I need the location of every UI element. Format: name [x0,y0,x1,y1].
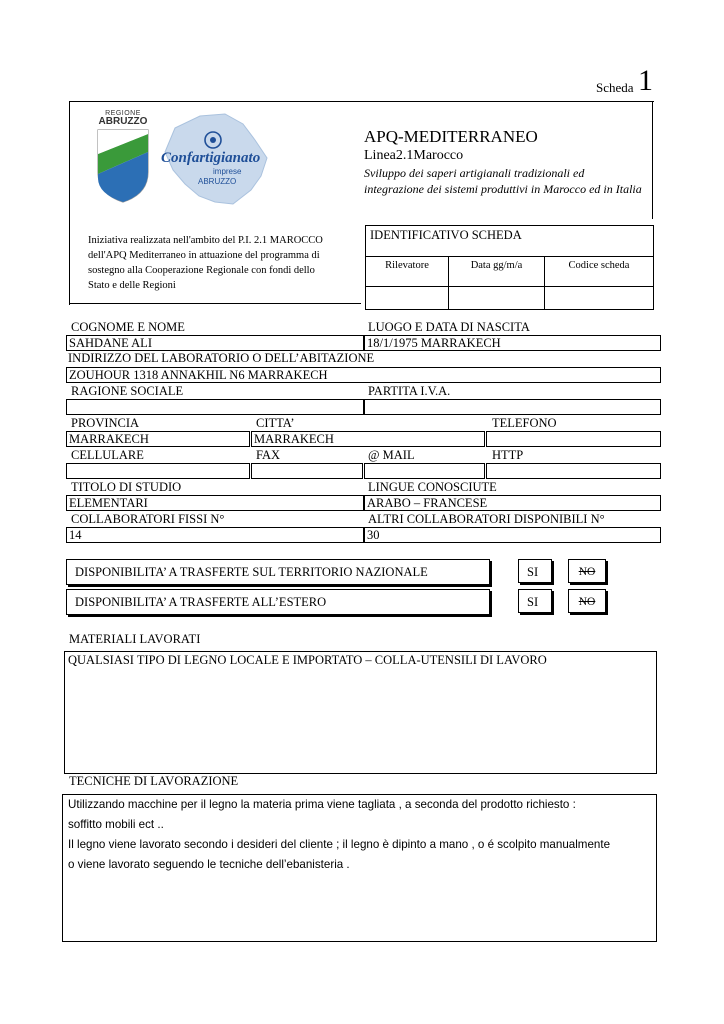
header-title: APQ-MEDITERRANEO [364,127,538,146]
disponibilita-nazionale-box: DISPONIBILITA’ A TRASFERTE SUL TERRITORIO NAZIONALE [66,559,490,585]
tecniche-line-2: soffitto mobili ect .. [68,818,164,831]
materiali-field[interactable] [64,651,657,774]
altri-collab-label: ALTRI COLLABORATORI DISPONIBILI N° [368,512,605,526]
confartigianato-logo [155,110,275,210]
collab-fissi-label: COLLABORATORI FISSI N° [71,512,225,526]
regione-logo-line1: REGIONE [105,110,141,117]
telefono-label: TELEFONO [492,416,557,430]
materiali-label: MATERIALI LAVORATI [69,632,201,646]
tecniche-label: TECNICHE DI LAVORAZIONE [69,774,239,788]
tecniche-field[interactable] [62,794,657,942]
partita-field[interactable] [364,399,661,415]
data-header: Data gg/m/a [449,257,545,287]
header-bottom-border [69,303,361,304]
confartigianato-name: Confartigianato [161,150,261,166]
mail-label: @ MAIL [368,448,415,462]
disponibilita-estero-box: DISPONIBILITA’ A TRASFERTE ALL’ESTERO [66,589,490,615]
rilevatore-header: Rilevatore [366,257,449,287]
cognome-label: COGNOME E NOME [71,320,185,334]
header-description: Sviluppo dei saperi artigianali tradizionali ed integrazione dei sistemi produttivi in Marocco ed in Italia [364,166,642,196]
partita-label: PARTITA I.V.A. [368,384,451,398]
titolo-label: TITOLO DI STUDIO [71,480,182,494]
fax-label: FAX [256,448,281,462]
ragione-field[interactable] [66,399,364,415]
cognome-field[interactable]: SAHDANE ALI [66,335,364,351]
citta-label: CITTA’ [256,416,295,430]
tecniche-text [63,795,656,875]
luogo-field[interactable]: 18/1/1975 MARRAKECH [364,335,661,351]
regione-abruzzo-logo [92,110,154,208]
identificativo-table [365,225,654,310]
tecniche-line-3: Il legno viene lavorato secondo i desideri del cliente ; il legno è dipinto a mano , o é scolpito manualmente [68,838,611,851]
nazionale-si-box[interactable]: SI [518,559,552,583]
codice-field[interactable] [545,287,654,310]
materiali-text: QUALSIASI TIPO DI LEGNO LOCALE E IMPORTATO – COLLA-UTENSILI DI LAVORO [68,653,547,667]
ragione-label: RAGIONE SOCIALE [71,384,184,398]
http-label: HTTP [492,448,524,462]
provincia-field[interactable]: MARRAKECH [66,431,250,447]
nazionale-no-box[interactable]: NO [568,559,606,583]
titolo-field[interactable]: ELEMENTARI [66,495,364,511]
initiative-text: Iniziativa realizzata nell'ambito del P.I. 2.1 MAROCCO dell'APQ Mediterraneo in attuazione del programma di sostegno alla Cooperazione Regionale con fondi dello Stato e delle Regioni [88,235,323,291]
cellulare-label: CELLULARE [71,448,144,462]
header-subtitle: Linea2.1Marocco [364,148,464,163]
estero-no-box[interactable]: NO [568,589,606,613]
identificativo-title: IDENTIFICATIVO SCHEDA [366,226,654,257]
codice-header: Codice scheda [545,257,654,287]
header-right-border [652,101,653,219]
indirizzo-field[interactable]: ZOUHOUR 1318 ANNAKHIL N6 MARRAKECH [66,367,661,383]
shield-icon [92,128,154,204]
luogo-label: LUOGO E DATA DI NASCITA [368,320,530,334]
provincia-label: PROVINCIA [71,416,140,430]
altri-collab-field[interactable]: 30 [364,527,661,543]
confartigianato-sub: imprese [213,167,242,176]
collab-fissi-field[interactable]: 14 [66,527,364,543]
data-field[interactable] [449,287,545,310]
telefono-field[interactable] [486,431,661,447]
lingue-field[interactable]: ARABO – FRANCESE [364,495,661,511]
citta-field[interactable]: MARRAKECH [251,431,485,447]
lingue-label: LINGUE CONOSCIUTE [368,480,497,494]
tecniche-line-1: Utilizzando macchine per il legno la materia prima viene tagliata , a seconda del prodotto richiesto : [68,798,576,811]
tecniche-line-4: o viene lavorato seguendo le tecniche dell’ebanisteria . [68,858,350,871]
http-field[interactable] [486,463,661,479]
fax-field[interactable] [251,463,363,479]
indirizzo-label: INDIRIZZO DEL LABORATORIO O DELL’ABITAZIONE [68,351,375,365]
rilevatore-field[interactable] [366,287,449,310]
regione-logo-line2: ABRUZZO [98,116,148,127]
scheda-label: Scheda [596,80,634,95]
estero-si-box[interactable]: SI [518,589,552,613]
confartigianato-region: ABRUZZO [198,177,237,186]
scheda-number: 1 [638,64,653,97]
cellulare-field[interactable] [66,463,250,479]
mail-field[interactable] [364,463,485,479]
